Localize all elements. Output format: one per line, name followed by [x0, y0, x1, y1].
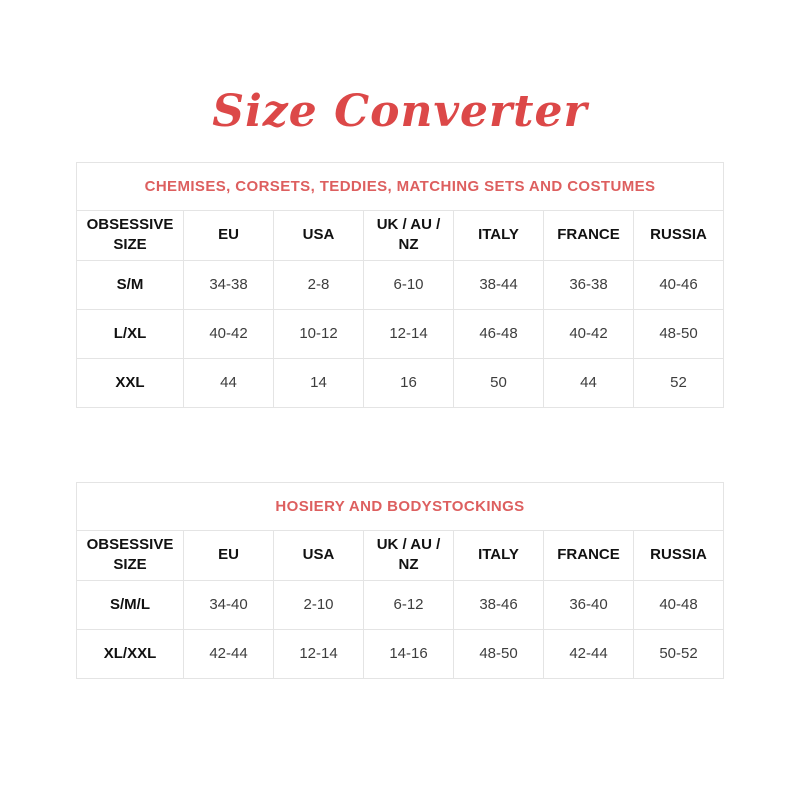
table-caption: HOSIERY AND BODYSTOCKINGS	[77, 482, 724, 530]
size-value: 40-42	[544, 309, 634, 358]
size-value: 12-14	[274, 629, 364, 678]
table-caption-row	[77, 162, 724, 210]
size-value: 40-42	[184, 309, 274, 358]
column-header: RUSSIA	[634, 210, 724, 260]
table-row	[77, 309, 724, 358]
page-title: Size Converter	[212, 86, 588, 137]
column-header: USA	[274, 210, 364, 260]
size-value: 42-44	[184, 629, 274, 678]
table-caption-row	[77, 482, 724, 530]
size-value: 2-10	[274, 580, 364, 629]
size-value: 48-50	[454, 629, 544, 678]
size-value: 16	[364, 358, 454, 407]
column-header: UK / AU / NZ	[364, 530, 454, 580]
column-header: OBSESSIVE SIZE	[77, 210, 184, 260]
size-value: 40-48	[634, 580, 724, 629]
column-header: EU	[184, 210, 274, 260]
size-value: 14-16	[364, 629, 454, 678]
column-header: FRANCE	[544, 530, 634, 580]
column-header: EU	[184, 530, 274, 580]
size-table-card-hosiery	[76, 482, 724, 679]
column-header: OBSESSIVE SIZE	[77, 530, 184, 580]
size-value: 52	[634, 358, 724, 407]
size-value: 38-44	[454, 260, 544, 309]
size-value: 2-8	[274, 260, 364, 309]
size-table-chemises	[76, 162, 724, 408]
table-row	[77, 358, 724, 407]
size-value: 10-12	[274, 309, 364, 358]
size-value: 34-38	[184, 260, 274, 309]
size-value: 50-52	[634, 629, 724, 678]
size-value: 14	[274, 358, 364, 407]
size-value: 34-40	[184, 580, 274, 629]
size-value: 50	[454, 358, 544, 407]
size-value: 46-48	[454, 309, 544, 358]
table-row	[77, 629, 724, 678]
size-value: 6-12	[364, 580, 454, 629]
column-header: UK / AU / NZ	[364, 210, 454, 260]
size-value: 6-10	[364, 260, 454, 309]
table-row	[77, 260, 724, 309]
table-header-row	[77, 530, 724, 580]
column-header: FRANCE	[544, 210, 634, 260]
size-value: 44	[184, 358, 274, 407]
size-label: L/XL	[77, 309, 184, 358]
size-value: 42-44	[544, 629, 634, 678]
size-value: 12-14	[364, 309, 454, 358]
size-value: 40-46	[634, 260, 724, 309]
size-value: 38-46	[454, 580, 544, 629]
table-row	[77, 580, 724, 629]
column-header: USA	[274, 530, 364, 580]
size-table-hosiery	[76, 482, 724, 679]
size-label: XXL	[77, 358, 184, 407]
column-header: ITALY	[454, 530, 544, 580]
size-label: XL/XXL	[77, 629, 184, 678]
size-label: S/M/L	[77, 580, 184, 629]
table-caption: CHEMISES, CORSETS, TEDDIES, MATCHING SETS AND COSTUMES	[77, 162, 724, 210]
size-value: 44	[544, 358, 634, 407]
size-table-card-chemises	[76, 162, 724, 408]
column-header: RUSSIA	[634, 530, 724, 580]
size-label: S/M	[77, 260, 184, 309]
size-value: 48-50	[634, 309, 724, 358]
size-value: 36-38	[544, 260, 634, 309]
column-header: ITALY	[454, 210, 544, 260]
tables-container	[76, 162, 724, 679]
size-value: 36-40	[544, 580, 634, 629]
table-header-row	[77, 210, 724, 260]
